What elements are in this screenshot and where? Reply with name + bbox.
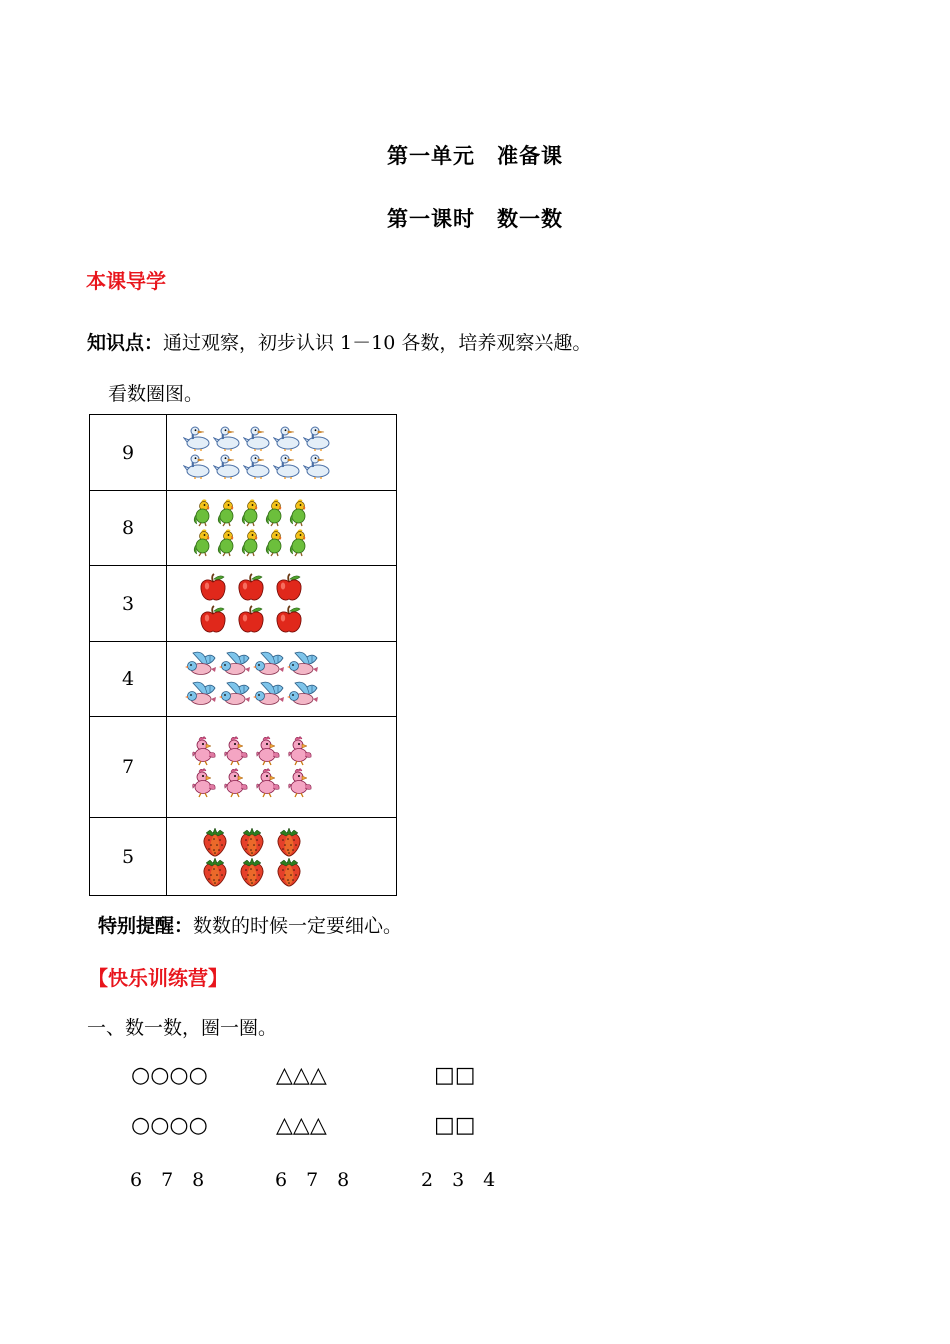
parrot-icon [193,499,217,527]
strawberry-icon [274,857,311,887]
apple-icon [236,573,274,603]
choice-triangles[interactable]: 6 7 8 [275,1169,350,1191]
triangle-group-row1: △△△ [276,1063,327,1088]
picture-cell [167,818,397,896]
duck-icon [183,454,213,480]
parrot-icon [265,499,289,527]
chick-icon [223,768,255,798]
duck-icon [303,426,333,452]
knowledge-label: 知识点： [87,332,164,354]
bird-icon [185,651,219,677]
table-row [90,415,397,491]
guide-heading: 本课导学 [86,269,166,293]
bird-icon [253,651,287,677]
parrot-icon [217,529,241,557]
reminder-label: 特别提醒： [98,915,194,937]
strawberry-icon [200,827,237,857]
table-row [90,566,397,642]
chick-icon [191,768,223,798]
number-cell: 3 [90,566,167,642]
duck-icon [273,454,303,480]
duck-icon [273,426,303,452]
parrot-icon [241,499,265,527]
circle-group-row1: ○○○○ [131,1063,208,1088]
duck-icon [243,426,273,452]
circle-group-row2: ○○○○ [131,1113,208,1138]
chick-icon [255,736,287,766]
table-row [90,642,397,717]
parrot-icon [289,499,313,527]
number-cell: 8 [90,491,167,566]
chick-icon [191,736,223,766]
chick-icon [223,736,255,766]
camp-heading: 【快乐训练营】 [88,966,228,990]
table-row [90,717,397,818]
table-row [90,818,397,896]
knowledge-point [87,328,591,355]
duck-icon [243,454,273,480]
number-cell: 9 [90,415,167,491]
apple-icon [274,573,312,603]
square-group-row1: □□ [434,1063,476,1088]
strawberry-icon [200,857,237,887]
strawberry-icon [274,827,311,857]
picture-cell [167,717,397,818]
duck-icon [213,454,243,480]
duck-icon [303,454,333,480]
chick-icon [255,768,287,798]
apple-icon [236,605,274,635]
choice-circles[interactable]: 6 7 8 [130,1169,205,1191]
strawberry-icon [237,857,274,887]
unit-title: 第一单元 准备课 [387,144,563,168]
reminder-text: 数数的时候一定要细心。 [193,915,403,937]
chick-icon [287,768,319,798]
picture-cell [167,642,397,717]
duck-icon [213,426,243,452]
bird-icon [185,681,219,707]
picture-cell [167,491,397,566]
parrot-icon [265,529,289,557]
chick-icon [287,736,319,766]
look-instruction: 看数圈图。 [108,383,204,405]
bird-icon [253,681,287,707]
apple-icon [198,605,236,635]
square-group-row2: □□ [434,1113,476,1138]
duck-icon [183,426,213,452]
picture-cell [167,566,397,642]
number-cell: 7 [90,717,167,818]
apple-icon [274,605,312,635]
bird-icon [287,651,321,677]
bird-icon [219,651,253,677]
strawberry-icon [237,827,274,857]
triangle-group-row2: △△△ [276,1113,327,1138]
choice-squares[interactable]: 2 3 4 [421,1169,496,1191]
exercise-title: 一、数一数，圈一圈。 [87,1017,278,1039]
parrot-icon [193,529,217,557]
count-table [89,414,397,896]
number-cell: 5 [90,818,167,896]
parrot-icon [217,499,241,527]
parrot-icon [289,529,313,557]
number-cell: 4 [90,642,167,717]
apple-icon [198,573,236,603]
lesson-title: 第一课时 数一数 [387,207,563,231]
special-reminder [98,911,402,938]
knowledge-text: 通过观察，初步认识 1－10 各数，培养观察兴趣。 [163,332,592,354]
picture-cell [167,415,397,491]
bird-icon [219,681,253,707]
parrot-icon [241,529,265,557]
table-row [90,491,397,566]
bird-icon [287,681,321,707]
